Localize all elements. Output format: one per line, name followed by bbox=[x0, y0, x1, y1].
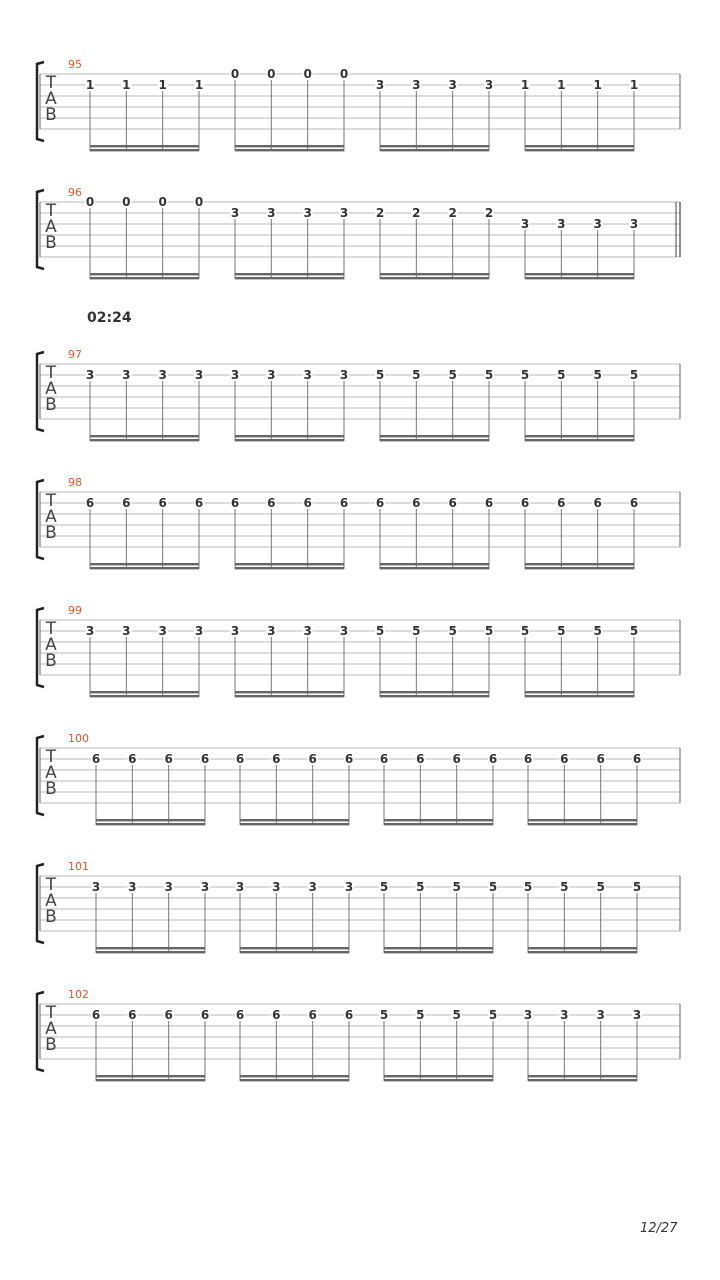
fret-number: 5 bbox=[629, 624, 639, 638]
measure-number: 102 bbox=[68, 988, 89, 1001]
beam bbox=[96, 947, 205, 949]
beam bbox=[235, 435, 344, 437]
fret-number: 0 bbox=[339, 67, 349, 81]
measure-number: 99 bbox=[68, 604, 82, 617]
beam bbox=[525, 563, 634, 565]
fret-number: 6 bbox=[557, 496, 566, 510]
beam bbox=[90, 149, 199, 151]
fret-number: 5 bbox=[412, 368, 421, 382]
clef-letter: A bbox=[45, 635, 57, 655]
page-number: 12/27 bbox=[640, 1221, 678, 1236]
beam bbox=[384, 823, 493, 825]
beam bbox=[235, 273, 344, 275]
fret-number: 3 bbox=[339, 624, 349, 638]
tab-system bbox=[0, 58, 720, 174]
fret-number: 6 bbox=[91, 1008, 101, 1022]
clef-letter: A bbox=[45, 763, 57, 783]
beam bbox=[528, 951, 637, 953]
fret-number: 3 bbox=[632, 1008, 642, 1022]
fret-number: 5 bbox=[452, 880, 461, 894]
fret-number: 6 bbox=[523, 752, 533, 766]
tab-system bbox=[0, 476, 720, 592]
beam bbox=[384, 1079, 493, 1081]
fret-number: 2 bbox=[412, 206, 421, 220]
fret-number: 5 bbox=[379, 1008, 389, 1022]
beam bbox=[96, 1075, 205, 1077]
fret-number: 3 bbox=[122, 368, 131, 382]
beam bbox=[380, 435, 489, 437]
fret-number: 6 bbox=[235, 1008, 245, 1022]
fret-number: 6 bbox=[488, 752, 498, 766]
beam bbox=[90, 695, 199, 697]
fret-number: 3 bbox=[158, 368, 167, 382]
measure-number: 101 bbox=[68, 860, 89, 873]
measure-number: 96 bbox=[68, 186, 82, 199]
fret-number: 5 bbox=[593, 368, 602, 382]
clef-letter: B bbox=[45, 105, 57, 125]
fret-number: 3 bbox=[91, 880, 101, 894]
fret-number: 3 bbox=[560, 1008, 569, 1022]
beam bbox=[525, 149, 634, 151]
fret-number: 3 bbox=[267, 368, 276, 382]
fret-number: 2 bbox=[375, 206, 385, 220]
beam bbox=[380, 149, 489, 151]
clef-letter: T bbox=[45, 73, 57, 93]
fret-number: 3 bbox=[557, 217, 566, 231]
fret-number: 6 bbox=[560, 752, 569, 766]
fret-number: 5 bbox=[629, 368, 639, 382]
tab-system bbox=[0, 604, 720, 720]
fret-number: 1 bbox=[122, 78, 131, 92]
clef-letter: T bbox=[45, 1003, 57, 1023]
fret-number: 3 bbox=[339, 368, 349, 382]
fret-number: 6 bbox=[452, 752, 461, 766]
fret-number: 3 bbox=[85, 624, 95, 638]
fret-number: 5 bbox=[488, 1008, 498, 1022]
beam bbox=[384, 951, 493, 953]
clef-letter: B bbox=[45, 523, 57, 543]
fret-number: 6 bbox=[344, 752, 354, 766]
fret-number: 6 bbox=[200, 752, 210, 766]
fret-number: 3 bbox=[230, 624, 240, 638]
beam bbox=[235, 563, 344, 565]
clef-letter: B bbox=[45, 233, 57, 253]
beam bbox=[235, 145, 344, 147]
beam bbox=[528, 823, 637, 825]
beam bbox=[525, 435, 634, 437]
beam bbox=[528, 1079, 637, 1081]
beam bbox=[380, 145, 489, 147]
beam bbox=[384, 1075, 493, 1077]
fret-number: 6 bbox=[308, 1008, 317, 1022]
fret-number: 5 bbox=[379, 880, 389, 894]
clef-letter: B bbox=[45, 395, 57, 415]
fret-number: 6 bbox=[164, 752, 173, 766]
tab-system bbox=[0, 186, 720, 302]
clef-letter: A bbox=[45, 89, 57, 109]
beam bbox=[528, 819, 637, 821]
fret-number: 3 bbox=[230, 368, 240, 382]
beam bbox=[235, 277, 344, 279]
fret-number: 3 bbox=[85, 368, 95, 382]
fret-number: 6 bbox=[344, 1008, 354, 1022]
beam bbox=[240, 823, 349, 825]
beam bbox=[240, 1075, 349, 1077]
timestamp: 02:24 bbox=[87, 310, 132, 326]
fret-number: 3 bbox=[267, 206, 276, 220]
clef-letter: A bbox=[45, 507, 57, 527]
fret-number: 3 bbox=[200, 880, 210, 894]
beam bbox=[90, 435, 199, 437]
beam bbox=[90, 439, 199, 441]
fret-number: 5 bbox=[593, 624, 602, 638]
beam bbox=[525, 277, 634, 279]
clef-letter: A bbox=[45, 891, 57, 911]
fret-number: 3 bbox=[128, 880, 137, 894]
beam bbox=[240, 951, 349, 953]
fret-number: 3 bbox=[235, 880, 245, 894]
beam bbox=[90, 145, 199, 147]
fret-number: 3 bbox=[303, 206, 312, 220]
measure-number: 98 bbox=[68, 476, 82, 489]
fret-number: 2 bbox=[484, 206, 494, 220]
fret-number: 3 bbox=[523, 1008, 533, 1022]
fret-number: 6 bbox=[520, 496, 530, 510]
fret-number: 5 bbox=[523, 880, 533, 894]
fret-number: 0 bbox=[267, 67, 276, 81]
measure-number: 100 bbox=[68, 732, 89, 745]
fret-number: 0 bbox=[303, 67, 312, 81]
beam bbox=[90, 563, 199, 565]
fret-number: 0 bbox=[194, 195, 204, 209]
beam bbox=[90, 567, 199, 569]
fret-number: 6 bbox=[412, 496, 421, 510]
fret-number: 6 bbox=[194, 496, 204, 510]
fret-number: 5 bbox=[596, 880, 605, 894]
beam bbox=[240, 947, 349, 949]
tab-system bbox=[0, 732, 720, 848]
fret-number: 1 bbox=[85, 78, 95, 92]
fret-number: 6 bbox=[200, 1008, 210, 1022]
fret-number: 6 bbox=[596, 752, 605, 766]
beam bbox=[380, 273, 489, 275]
fret-number: 6 bbox=[122, 496, 131, 510]
tab-system bbox=[0, 860, 720, 976]
fret-number: 6 bbox=[235, 752, 245, 766]
fret-number: 5 bbox=[557, 368, 566, 382]
tab-system bbox=[0, 988, 720, 1104]
fret-number: 5 bbox=[557, 624, 566, 638]
clef-letter: T bbox=[45, 363, 57, 383]
fret-number: 3 bbox=[520, 217, 530, 231]
beam bbox=[525, 273, 634, 275]
clef-letter: B bbox=[45, 907, 57, 927]
beam bbox=[380, 567, 489, 569]
fret-number: 5 bbox=[412, 624, 421, 638]
beam bbox=[525, 691, 634, 693]
fret-number: 5 bbox=[632, 880, 642, 894]
fret-number: 1 bbox=[593, 78, 602, 92]
fret-number: 6 bbox=[629, 496, 639, 510]
beam bbox=[96, 951, 205, 953]
beam bbox=[96, 823, 205, 825]
fret-number: 1 bbox=[557, 78, 566, 92]
beam bbox=[384, 819, 493, 821]
fret-number: 6 bbox=[272, 752, 281, 766]
fret-number: 6 bbox=[308, 752, 317, 766]
fret-number: 3 bbox=[596, 1008, 605, 1022]
fret-number: 5 bbox=[416, 1008, 425, 1022]
fret-number: 3 bbox=[303, 368, 312, 382]
beam bbox=[96, 1079, 205, 1081]
clef-letter: B bbox=[45, 651, 57, 671]
fret-number: 5 bbox=[416, 880, 425, 894]
beam bbox=[380, 439, 489, 441]
beam bbox=[96, 819, 205, 821]
fret-number: 3 bbox=[272, 880, 281, 894]
fret-number: 6 bbox=[303, 496, 312, 510]
fret-number: 5 bbox=[484, 624, 494, 638]
fret-number: 5 bbox=[448, 624, 457, 638]
fret-number: 0 bbox=[85, 195, 95, 209]
fret-number: 5 bbox=[520, 624, 530, 638]
beam bbox=[528, 947, 637, 949]
beam bbox=[90, 691, 199, 693]
fret-number: 0 bbox=[122, 195, 131, 209]
fret-number: 5 bbox=[452, 1008, 461, 1022]
beam bbox=[380, 691, 489, 693]
measure-number: 95 bbox=[68, 58, 82, 71]
fret-number: 6 bbox=[128, 752, 137, 766]
fret-number: 1 bbox=[629, 78, 639, 92]
fret-number: 6 bbox=[379, 752, 389, 766]
fret-number: 6 bbox=[267, 496, 276, 510]
fret-number: 6 bbox=[85, 496, 95, 510]
fret-number: 5 bbox=[375, 368, 385, 382]
fret-number: 3 bbox=[230, 206, 240, 220]
clef-letter: A bbox=[45, 379, 57, 399]
clef-letter: T bbox=[45, 619, 57, 639]
fret-number: 3 bbox=[158, 624, 167, 638]
fret-number: 5 bbox=[560, 880, 569, 894]
fret-number: 6 bbox=[91, 752, 101, 766]
clef-letter: T bbox=[45, 875, 57, 895]
fret-number: 3 bbox=[593, 217, 602, 231]
beam bbox=[235, 567, 344, 569]
clef-letter: T bbox=[45, 747, 57, 767]
fret-number: 5 bbox=[520, 368, 530, 382]
beam bbox=[525, 145, 634, 147]
fret-number: 3 bbox=[339, 206, 349, 220]
fret-number: 3 bbox=[164, 880, 173, 894]
fret-number: 6 bbox=[416, 752, 425, 766]
fret-number: 2 bbox=[448, 206, 457, 220]
clef-letter: A bbox=[45, 217, 57, 237]
fret-number: 3 bbox=[448, 78, 457, 92]
fret-number: 5 bbox=[448, 368, 457, 382]
clef-letter: A bbox=[45, 1019, 57, 1039]
fret-number: 5 bbox=[484, 368, 494, 382]
clef-letter: T bbox=[45, 201, 57, 221]
clef-letter: B bbox=[45, 1035, 57, 1055]
fret-number: 5 bbox=[488, 880, 498, 894]
measure-number: 97 bbox=[68, 348, 82, 361]
fret-number: 6 bbox=[128, 1008, 137, 1022]
fret-number: 1 bbox=[158, 78, 167, 92]
fret-number: 3 bbox=[412, 78, 421, 92]
fret-number: 6 bbox=[230, 496, 240, 510]
beam bbox=[525, 439, 634, 441]
fret-number: 6 bbox=[448, 496, 457, 510]
beam bbox=[240, 819, 349, 821]
fret-number: 0 bbox=[230, 67, 240, 81]
fret-number: 6 bbox=[339, 496, 349, 510]
fret-number: 3 bbox=[194, 368, 204, 382]
beam bbox=[528, 1075, 637, 1077]
beam bbox=[380, 695, 489, 697]
beam bbox=[90, 277, 199, 279]
clef-letter: T bbox=[45, 491, 57, 511]
beam bbox=[380, 277, 489, 279]
fret-number: 3 bbox=[303, 624, 312, 638]
fret-number: 3 bbox=[308, 880, 317, 894]
fret-number: 6 bbox=[272, 1008, 281, 1022]
beam bbox=[240, 1079, 349, 1081]
beam bbox=[90, 273, 199, 275]
beam bbox=[525, 695, 634, 697]
beam bbox=[525, 567, 634, 569]
fret-number: 1 bbox=[194, 78, 204, 92]
fret-number: 6 bbox=[375, 496, 385, 510]
fret-number: 3 bbox=[267, 624, 276, 638]
fret-number: 3 bbox=[122, 624, 131, 638]
fret-number: 1 bbox=[520, 78, 530, 92]
fret-number: 0 bbox=[158, 195, 167, 209]
fret-number: 3 bbox=[194, 624, 204, 638]
clef-letter: B bbox=[45, 779, 57, 799]
beam bbox=[235, 439, 344, 441]
beam bbox=[235, 695, 344, 697]
beam bbox=[380, 563, 489, 565]
fret-number: 6 bbox=[593, 496, 602, 510]
fret-number: 6 bbox=[158, 496, 167, 510]
fret-number: 6 bbox=[164, 1008, 173, 1022]
fret-number: 3 bbox=[629, 217, 639, 231]
fret-number: 3 bbox=[375, 78, 385, 92]
fret-number: 3 bbox=[484, 78, 494, 92]
fret-number: 6 bbox=[484, 496, 494, 510]
beam bbox=[235, 149, 344, 151]
beam bbox=[384, 947, 493, 949]
fret-number: 5 bbox=[375, 624, 385, 638]
fret-number: 3 bbox=[344, 880, 354, 894]
beam bbox=[235, 691, 344, 693]
tab-system bbox=[0, 348, 720, 464]
fret-number: 6 bbox=[632, 752, 642, 766]
